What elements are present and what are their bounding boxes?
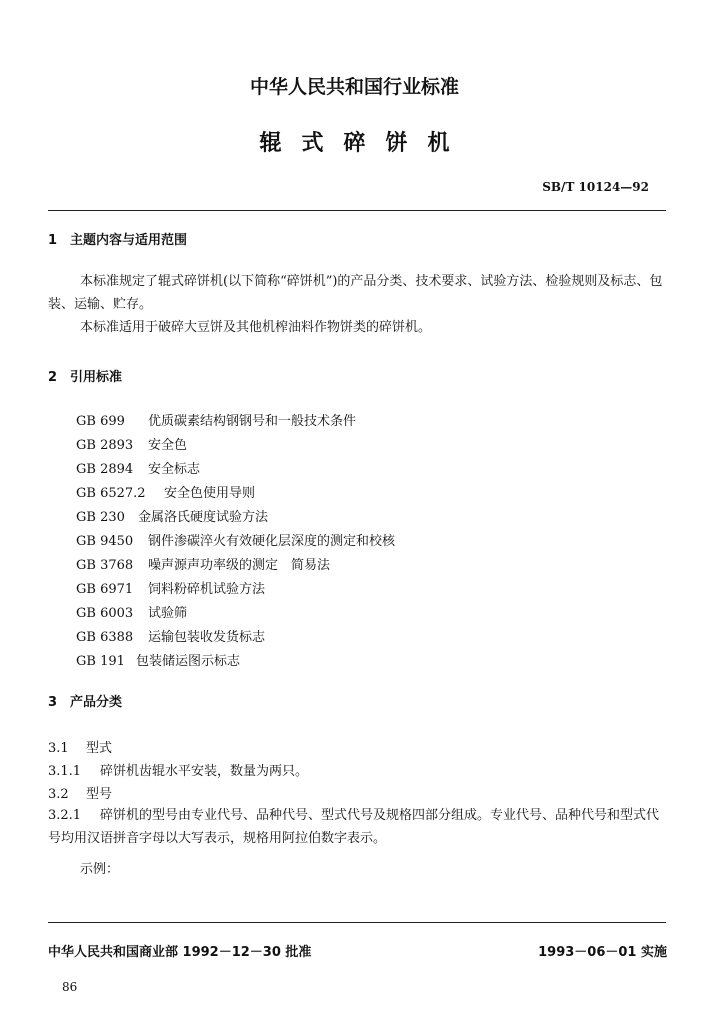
- reference-item: [76, 530, 395, 549]
- section-3-number: 3: [48, 695, 58, 710]
- effective-date: 1993－06－01 实施: [538, 945, 667, 960]
- reference-code: GB 2893: [76, 438, 134, 453]
- clause-3-1-1-number: 3.1.1: [48, 764, 82, 779]
- reference-item: [76, 482, 255, 501]
- reference-name: 饲料粉碎机试验方法: [148, 582, 266, 597]
- standard-code: SB/T 10124—92: [542, 180, 649, 194]
- reference-code: GB 191: [76, 654, 125, 669]
- section-1-paragraph-2: 本标准适用于破碎大豆饼及其他机榨油料作物饼类的碎饼机。: [80, 320, 432, 335]
- section-3-heading: [48, 691, 122, 710]
- reference-name: 优质碳素结构钢钢号和一般技术条件: [148, 414, 357, 429]
- reference-item: [76, 578, 265, 597]
- reference-code: GB 230: [76, 510, 125, 525]
- reference-name: 试验筛: [148, 606, 188, 621]
- reference-code: GB 6003: [76, 606, 134, 621]
- reference-item: [76, 506, 268, 525]
- reference-item: [76, 410, 356, 429]
- section-2-heading: [48, 366, 122, 385]
- reference-item: [76, 458, 200, 477]
- section-1-paragraph-1: 本标准规定了辊式碎饼机(以下简称“碎饼机”)的产品分类、技术要求、试验方法、检验规则及标志、包装、运输、贮存。: [48, 274, 663, 312]
- reference-code: GB 9450: [76, 534, 134, 549]
- reference-code: GB 699: [76, 414, 125, 429]
- section-2-number: 2: [48, 370, 58, 385]
- reference-name: 运输包装收发货标志: [148, 630, 266, 645]
- subsection-3-2-title: 型号: [86, 787, 113, 802]
- section-1-title: 主题内容与适用范围: [70, 233, 188, 248]
- document-title: 辊式碎饼机: [259, 131, 470, 156]
- section-1-heading: [48, 229, 187, 248]
- reference-code: GB 6971: [76, 582, 134, 597]
- reference-item: [76, 602, 187, 621]
- clause-3-1-1-text: 碎饼机齿辊水平安装，数量为两只。: [100, 764, 309, 779]
- subsection-3-2-number: 3.2: [48, 787, 69, 802]
- clause-3-2-1-text: 碎饼机的型号由专业代号、品种代号、型式代号及规格四部分组成。专业代号、品种代号和型式代号均用汉语拼音字母以大写表示，规格用阿拉伯数字表示。: [48, 808, 660, 846]
- example-label: 示例：: [80, 862, 120, 877]
- subsection-3-1-title: 型式: [86, 741, 113, 756]
- org-title: 中华人民共和国行业标准: [249, 76, 459, 98]
- section-1-number: 1: [48, 233, 58, 248]
- approval-line: 中华人民共和国商业部 1992－12－30 批准: [48, 945, 312, 960]
- reference-code: GB 6527.2: [76, 486, 146, 501]
- reference-name: 金属洛氏硬度试验方法: [138, 510, 269, 525]
- reference-name: 安全色使用导则: [164, 486, 256, 501]
- reference-item: [76, 626, 265, 645]
- subsection-3-1-number: 3.1: [48, 741, 69, 756]
- clause-3-2-1-number: 3.2.1: [48, 808, 82, 823]
- reference-code: GB 6388: [76, 630, 134, 645]
- reference-name: 安全色: [148, 438, 188, 453]
- reference-name: 钢件渗碳淬火有效硬化层深度的测定和校核: [148, 534, 396, 549]
- section-2-title: 引用标准: [70, 370, 123, 385]
- subsection-3-2: [48, 783, 112, 802]
- reference-name: 安全标志: [148, 462, 201, 477]
- footer-rule: [48, 922, 666, 923]
- reference-code: GB 3768: [76, 558, 134, 573]
- reference-item: [76, 554, 330, 573]
- section-3-title: 产品分类: [70, 695, 123, 710]
- reference-item: [76, 434, 187, 453]
- clause-3-1-1: [48, 760, 308, 779]
- reference-code: GB 2894: [76, 462, 134, 477]
- reference-name: 包装储运图示标志: [136, 654, 241, 669]
- clause-3-2-1: [48, 804, 668, 850]
- page-number: 86: [62, 980, 78, 994]
- subsection-3-1: [48, 737, 112, 756]
- reference-name: 噪声源声功率级的测定 简易法: [148, 558, 331, 573]
- reference-item: [76, 650, 240, 669]
- header-rule: [48, 210, 666, 211]
